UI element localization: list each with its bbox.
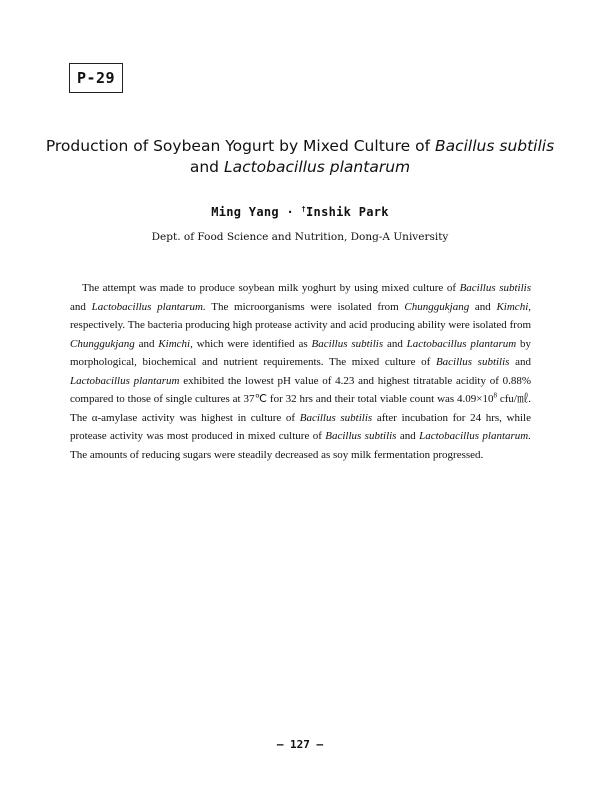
title-text-2: and (189, 158, 224, 176)
title-text-1: Production of Soybean Yogurt by Mixed Culture of (45, 137, 435, 155)
title-organism-2: Lactobacillus plantarum (223, 158, 411, 176)
page-number: – 127 – (276, 738, 324, 751)
affiliation: Dept. of Food Science and Nutrition, Dong-A University (151, 231, 449, 243)
title-organism-1: Bacillus subtilis (434, 137, 555, 155)
author-line (0, 205, 600, 219)
poster-code-box (69, 63, 123, 93)
abstract: The attempt was made to produce soybean milk yoghurt by using mixed culture of Bacillus subtilis and Lactobacillus plantarum. The microorganisms were isolated from Chunggukjang and Kimchi, respectively. The bacteria producing high protease activity and acid producing ability were isolated from Chunggukjang and Kimchi, which were identified as Bacillus subtilis and Lactobacillus plantarum by morphological, biochemical and nutrient requirements. The mixed culture of Bacillus subtilis and Lactobacillus plantarum exhibited the lowest pH value of 4.23 and highest titratable acidity of 0.88% compared to those of single cultures at 37℃ for 32 hrs and their total viable count was $4.09\times 10^8$ cfu/㎖. The α-amylase activity was highest in culture of Bacillus subtilis after incubation for 24 hrs, while protease activity was most produced in mixed culture of Bacillus subtilis and Lactobacillus plantarum. The amounts of reducing sugars were steadily decreased as soy milk fermentation progressed. (70, 282, 531, 461)
paper-title (40, 136, 560, 178)
author-1: Ming Yang (211, 205, 279, 219)
corresponding-author-mark: † (301, 205, 307, 213)
author-2: Inshik Park (306, 205, 389, 219)
author-separator: · (286, 205, 294, 219)
poster-code: P-29 (76, 69, 116, 87)
